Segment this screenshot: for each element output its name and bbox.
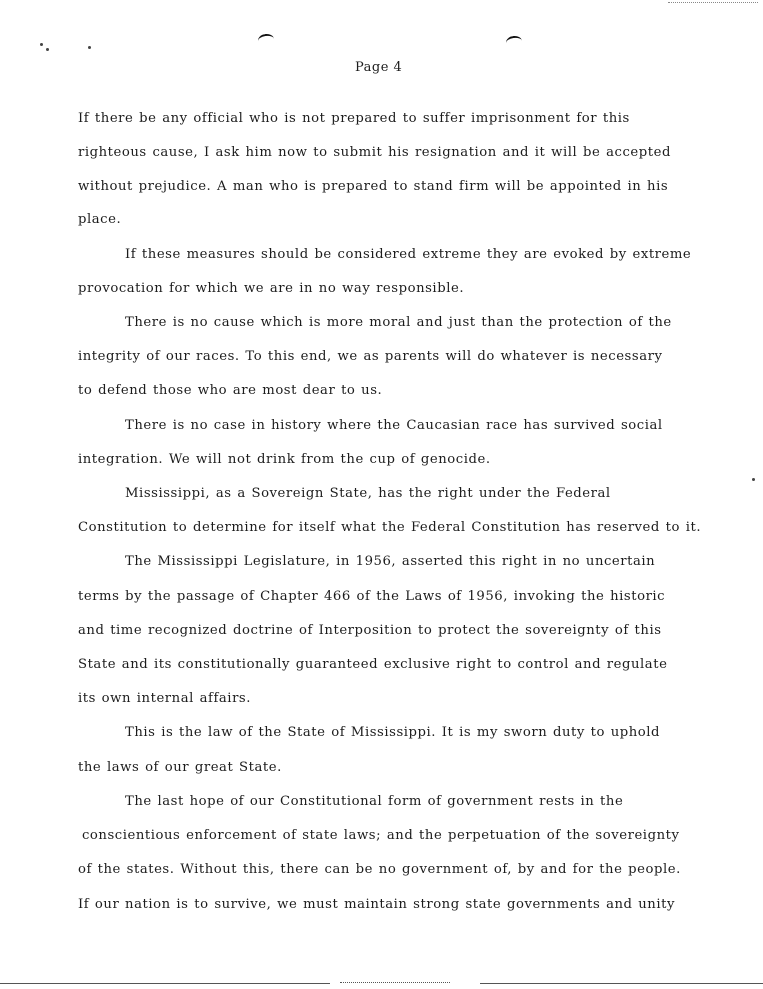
text-line: If there be any official who is not prepared to suffer imprisonment for this	[78, 111, 630, 126]
text-line: place.	[78, 212, 122, 227]
text-line: Constitution to determine for itself what the Federal Constitution has reserved to it.	[78, 520, 702, 535]
scan-edge-mark	[668, 2, 758, 3]
text-line: This is the law of the State of Mississippi. It is my sworn duty to uphold	[125, 725, 661, 740]
text-line: provocation for which we are in no way responsible.	[78, 281, 465, 296]
text-line: The Mississippi Legislature, in 1956, asserted this right in no uncertain	[125, 554, 656, 569]
scan-speck	[46, 48, 49, 51]
text-line: The last hope of our Constitutional form of government rests in the	[125, 794, 624, 809]
scan-speck	[40, 43, 43, 46]
bottom-rule	[340, 982, 450, 983]
text-line: of the states. Without this, there can be no government of, by and for the people.	[78, 862, 681, 877]
text-line: integration. We will not drink from the cup of genocide.	[78, 452, 491, 467]
bottom-rule	[0, 983, 330, 984]
text-line: without prejudice. A man who is prepared to stand firm will be appointed in his	[78, 179, 669, 194]
text-line: If our nation is to survive, we must maintain strong state governments and unity	[78, 897, 675, 912]
text-line: the laws of our great State.	[78, 760, 282, 775]
text-line: righteous cause, I ask him now to submit his resignation and it will be accepted	[78, 145, 671, 160]
text-line: If these measures should be considered extreme they are evoked by extreme	[125, 247, 692, 262]
text-line: its own internal affairs.	[78, 691, 251, 706]
scan-mark-right	[505, 35, 523, 49]
text-line: integrity of our races. To this end, we as parents will do whatever is necessary	[78, 349, 663, 364]
bottom-rule	[480, 983, 763, 984]
text-line: There is no case in history where the Caucasian race has survived social	[125, 418, 663, 433]
text-line: State and its constitutionally guaranteed exclusive right to control and regulate	[78, 657, 668, 672]
scan-mark-left	[257, 33, 275, 47]
text-line: and time recognized doctrine of Interposition to protect the sovereignty of this	[78, 623, 662, 638]
text-line: terms by the passage of Chapter 466 of the Laws of 1956, invoking the historic	[78, 589, 666, 604]
scan-speck	[752, 478, 755, 481]
text-line: There is no cause which is more moral and just than the protection of the	[125, 315, 672, 330]
page-header: Page 4	[355, 60, 403, 75]
text-line: conscientious enforcement of state laws; and the perpetuation of the sovereignty	[82, 828, 680, 843]
text-line: to defend those who are most dear to us.	[78, 383, 383, 398]
scan-speck	[88, 46, 91, 49]
text-line: Mississippi, as a Sovereign State, has the right under the Federal	[125, 486, 611, 501]
